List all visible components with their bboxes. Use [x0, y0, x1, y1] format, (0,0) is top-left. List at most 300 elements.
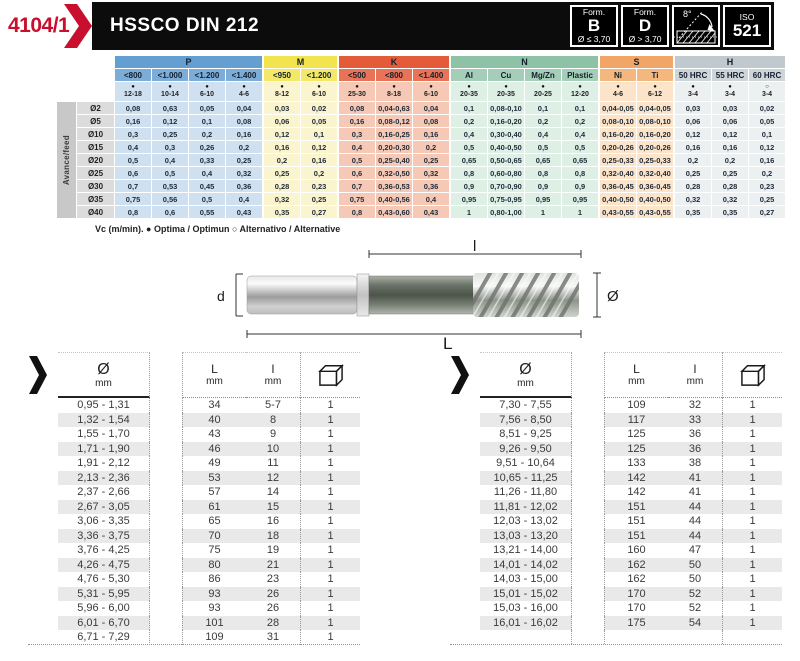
size-row	[450, 471, 782, 486]
vc-limit: <800	[376, 69, 412, 81]
vc-value: 0,70-0,90	[488, 180, 524, 192]
vc-marker	[675, 82, 711, 101]
vc-range: 4-6	[612, 91, 624, 98]
reamer-illustration	[205, 240, 635, 350]
flute-length: 52	[688, 602, 702, 615]
dia-range: 7,56 - 8,50	[480, 413, 572, 428]
marker-dot: ●	[578, 84, 582, 90]
vc-row-label: Ø2	[77, 102, 114, 114]
column-gap	[150, 442, 182, 457]
vc-value: 0,36-0,45	[637, 180, 673, 192]
size-row	[28, 500, 360, 515]
vc-value: 0,25	[675, 167, 711, 179]
dia-column-header: Ø mm	[480, 352, 572, 398]
row-indent	[28, 456, 58, 471]
size-table-left	[28, 352, 360, 645]
iso-badge: ISO 521	[723, 5, 771, 47]
pack-qty: 1	[722, 471, 782, 486]
filler-cell	[480, 630, 572, 644]
vc-group-band: P	[115, 56, 262, 68]
flute-length: 41	[688, 486, 702, 499]
overall-length: 151	[604, 514, 668, 529]
vc-value: 0,55	[189, 206, 225, 218]
vc-limit: <1.400	[226, 69, 262, 81]
dia-range: 12,03 - 13,02	[480, 514, 572, 529]
dia-range: 1,55 - 1,70	[58, 427, 150, 442]
pack-qty: 1	[300, 456, 360, 471]
row-indent	[28, 558, 58, 573]
flute-length: 50	[688, 573, 702, 586]
filler-cell	[668, 630, 722, 644]
l-column-header: l mm	[668, 352, 722, 398]
vc-limit: Plastic	[562, 69, 598, 81]
vc-value: 0,08	[226, 115, 262, 127]
vc-value: 0,75	[339, 193, 375, 205]
dia-range: 16,01 - 16,02	[480, 616, 572, 631]
size-row	[450, 543, 782, 558]
overall-length: 101	[182, 616, 246, 631]
vc-marker	[451, 82, 487, 101]
dia-range: 6,01 - 6,70	[58, 616, 150, 631]
vc-limit-row	[675, 69, 785, 81]
vc-value: 0,6	[152, 206, 188, 218]
vc-range: 8-12	[274, 91, 289, 98]
column-gap	[572, 601, 604, 616]
vc-value: 0,50-0,65	[488, 154, 524, 166]
overall-length: 46	[182, 442, 246, 457]
marker-dot: ●	[653, 84, 657, 90]
vc-value: 0,7	[339, 180, 375, 192]
column-gap	[572, 587, 604, 602]
vc-range: 3-4	[724, 91, 736, 98]
size-row	[450, 485, 782, 500]
vc-range: 6-10	[311, 91, 326, 98]
row-indent	[28, 427, 58, 442]
vc-value: 0,40-0,50	[488, 141, 524, 153]
flute-length: 8	[246, 413, 300, 428]
vc-range: 25-30	[348, 91, 366, 98]
vc-value: 0,32	[675, 193, 711, 205]
vc-row-label: Ø35	[77, 193, 114, 205]
row-indent	[28, 529, 58, 544]
l-column-header: l mm	[246, 352, 300, 398]
column-gap	[150, 558, 182, 573]
vc-value: 0,16	[339, 115, 375, 127]
size-row	[28, 398, 360, 413]
column-gap	[572, 500, 604, 515]
pack-qty: 1	[722, 413, 782, 428]
vc-value: 0,16-0,20	[600, 128, 636, 140]
marker-dot: ●	[205, 84, 209, 90]
size-row	[450, 587, 782, 602]
vc-value: 0,32	[226, 167, 262, 179]
vc-groups	[115, 56, 785, 218]
row-indent	[28, 630, 58, 645]
vc-value: 0,75	[115, 193, 151, 205]
vc-value: 0,4	[413, 193, 449, 205]
vc-value: 0,25	[413, 154, 449, 166]
vc-value: 0,63	[152, 102, 188, 114]
vc-limit: <500	[339, 69, 375, 81]
package-cube-icon	[739, 363, 767, 387]
flute-length: 36	[668, 442, 722, 457]
vc-value: 0,9	[451, 180, 487, 192]
overall-length: 57	[182, 485, 246, 500]
vc-value: 1	[562, 206, 598, 218]
size-row	[28, 485, 360, 500]
helix-angle-icon	[674, 7, 718, 45]
dia-range: 1,71 - 1,90	[58, 442, 150, 457]
flute-length: 9	[269, 428, 277, 441]
column-gap	[572, 471, 604, 486]
column-gap	[150, 514, 182, 529]
vc-value: 0,25	[749, 193, 785, 205]
column-gap	[150, 471, 182, 486]
vc-value: 0,2	[451, 115, 487, 127]
dia-range: 14,03 - 15,00	[480, 572, 572, 587]
vc-value: 0,5	[189, 193, 225, 205]
pack-qty: 1	[300, 529, 360, 544]
flute-length: 10	[246, 442, 300, 457]
vc-value: 0,02	[749, 102, 785, 114]
vc-value: 0,32	[413, 167, 449, 179]
row-indent	[450, 587, 480, 602]
feed-axis-label: Avance/feed	[57, 102, 76, 218]
vc-marker-row	[675, 82, 785, 101]
flute-length: 19	[266, 544, 280, 557]
overall-length: 133	[604, 456, 668, 471]
pack-qty: 1	[300, 543, 360, 558]
vc-value: 0,12	[749, 141, 785, 153]
dia-range: 9,26 - 9,50	[480, 442, 572, 457]
vc-value: 0,05	[301, 115, 337, 127]
cutting-speed-table	[57, 56, 785, 218]
filler-cell	[450, 630, 480, 644]
vc-value: 1	[451, 206, 487, 218]
column-gap	[150, 398, 182, 413]
vc-value: 0,04	[226, 102, 262, 114]
pack-qty: 1	[722, 442, 782, 457]
row-indent	[450, 413, 480, 428]
vc-value: 0,08	[413, 115, 449, 127]
vc-value: 0,1	[525, 102, 561, 114]
vc-value: 0,4	[451, 128, 487, 140]
row-indent	[450, 616, 480, 631]
vc-limit: Cu	[488, 69, 524, 81]
pack-qty: 1	[722, 558, 782, 573]
vc-value: 0,40-0,50	[600, 193, 636, 205]
vc-value: 0,35	[675, 206, 711, 218]
vc-group-H	[675, 56, 785, 218]
vc-value: 0,33	[189, 154, 225, 166]
vc-value: 0,65	[451, 154, 487, 166]
vc-value: 0,2	[749, 167, 785, 179]
vc-value: 0,4	[525, 128, 561, 140]
size-row	[28, 529, 360, 544]
overall-length: 70	[182, 529, 246, 544]
flute-length: 54	[668, 616, 722, 631]
size-row	[450, 427, 782, 442]
vc-marker	[226, 82, 262, 101]
row-indent	[450, 529, 480, 544]
row-indent	[450, 543, 480, 558]
column-gap	[150, 529, 182, 544]
vc-value: 0,43	[413, 206, 449, 218]
vc-row-label: Ø20	[77, 154, 114, 166]
column-gap	[150, 601, 182, 616]
vc-value: 0,36	[226, 180, 262, 192]
reamer-diagram	[205, 240, 635, 355]
diameter-dimension-label: Ø	[607, 288, 619, 305]
flute-length: 12	[246, 471, 300, 486]
vc-value: 0,25	[226, 154, 262, 166]
vc-value: 0,27	[301, 206, 337, 218]
flute-length: 26	[246, 587, 300, 602]
vc-value: 0,45	[189, 180, 225, 192]
vc-value: 0,25	[264, 167, 300, 179]
vc-marker	[488, 82, 524, 101]
vc-value: 0,35	[712, 206, 748, 218]
overall-length: 142	[604, 471, 668, 486]
vc-range: 20-35	[460, 91, 478, 98]
size-table-header	[450, 352, 782, 398]
vc-value: 0,4	[189, 167, 225, 179]
marker-dot: ●	[168, 84, 172, 90]
dia-range: 4,26 - 4,75	[58, 558, 150, 573]
marker-dot: ●	[392, 84, 396, 90]
chevron-icon	[28, 355, 48, 395]
vc-value: 0,16	[675, 141, 711, 153]
dia-range: 11,26 - 11,80	[480, 485, 572, 500]
vc-marker	[712, 82, 748, 101]
vc-range: 8-18	[386, 91, 401, 98]
vc-limit: <950	[264, 69, 300, 81]
size-row	[450, 398, 782, 413]
vc-value: 0,23	[749, 180, 785, 192]
dia-column-header: Ø mm	[58, 352, 150, 398]
size-row	[28, 442, 360, 457]
vc-value: 0,16-0,25	[376, 128, 412, 140]
form-b-badge: Form. B Ø ≤ 3,70	[570, 5, 618, 47]
vc-value: 0,04-0,05	[637, 102, 673, 114]
reamer-collar	[357, 274, 369, 316]
marker-dot: ●	[429, 84, 433, 90]
vc-value: 0,6	[339, 167, 375, 179]
column-gap	[572, 427, 604, 442]
vc-value: 0,8	[339, 206, 375, 218]
column-gap	[150, 485, 182, 500]
dia-range: 14,01 - 14,02	[480, 558, 572, 573]
column-gap	[572, 616, 604, 631]
column-gap	[572, 442, 604, 457]
chevron-icon	[450, 355, 470, 395]
size-row	[450, 500, 782, 515]
vc-marker-row	[115, 82, 262, 101]
vc-value: 0,05	[189, 102, 225, 114]
dia-range: 10,65 - 11,25	[480, 471, 572, 486]
vc-value: 0,12	[712, 128, 748, 140]
vc-value: 0,20-0,26	[600, 141, 636, 153]
pack-qty: 1	[300, 471, 360, 486]
reamer-shank	[247, 276, 357, 314]
vc-group-band: K	[339, 56, 449, 68]
vc-value: 0,32	[264, 193, 300, 205]
flute-length: 31	[266, 631, 280, 644]
vc-value: 0,4	[152, 154, 188, 166]
vc-limit-row	[264, 69, 337, 81]
pack-qty: 1	[300, 398, 360, 413]
dia-range: 5,31 - 5,95	[58, 587, 150, 602]
vc-limit: Ti	[637, 69, 673, 81]
vc-value: 0,02	[301, 102, 337, 114]
vc-range: 3-4	[687, 91, 699, 98]
row-indent	[450, 485, 480, 500]
vc-value: 0,8	[525, 167, 561, 179]
vc-value: 0,5	[152, 167, 188, 179]
vc-limit: Mg/Zn	[525, 69, 561, 81]
pack-qty: 1	[300, 442, 360, 457]
vc-value: 0,65	[525, 154, 561, 166]
column-gap	[572, 514, 604, 529]
row-indent	[28, 471, 58, 486]
pack-qty: 1	[722, 529, 782, 544]
overall-length: 93	[182, 601, 246, 616]
marker-dot: ○	[765, 84, 769, 90]
row-indent	[450, 456, 480, 471]
flute-length: 14	[266, 486, 280, 499]
size-row	[28, 572, 360, 587]
flute-length: 38	[688, 457, 702, 470]
vc-value: 0,16-0,20	[488, 115, 524, 127]
pack-qty-column-header	[722, 352, 782, 398]
marker-dot: ●	[616, 84, 620, 90]
vc-group-P	[115, 56, 262, 218]
vc-value: 0,2	[301, 167, 337, 179]
overall-length: 49	[182, 456, 246, 471]
overall-length: 109	[182, 630, 246, 645]
vc-value: 0,3	[339, 128, 375, 140]
vc-value: 0,32-0,50	[376, 167, 412, 179]
vc-value: 0,16	[413, 128, 449, 140]
size-row	[28, 471, 360, 486]
row-indent	[28, 572, 58, 587]
flute-length: 41	[668, 471, 722, 486]
vc-value: 0,25	[152, 128, 188, 140]
row-indent	[28, 442, 58, 457]
vc-value: 0,16	[115, 115, 151, 127]
vc-group-band: M	[264, 56, 337, 68]
row-indent	[28, 398, 58, 413]
vc-value: 0,04-0,05	[600, 102, 636, 114]
vc-value: 0,2	[264, 154, 300, 166]
vc-value: 0,4	[562, 128, 598, 140]
vc-value: 0,06	[712, 115, 748, 127]
flute-length: 26	[266, 602, 280, 615]
marker-dot: ●	[691, 84, 695, 90]
row-indent	[450, 398, 480, 413]
vc-value: 0,9	[562, 180, 598, 192]
overall-length: 170	[604, 587, 668, 602]
pack-qty: 1	[300, 587, 360, 602]
vc-row-label: Ø40	[77, 206, 114, 218]
vc-limit-row	[451, 69, 598, 81]
row-indent	[28, 500, 58, 515]
column-gap	[150, 587, 182, 602]
dia-range: 5,96 - 6,00	[58, 601, 150, 616]
vc-value: 0,16	[226, 128, 262, 140]
vc-group-S	[600, 56, 673, 218]
vc-value: 0,4	[226, 193, 262, 205]
row-indent	[28, 587, 58, 602]
pack-qty: 1	[722, 398, 782, 413]
vc-marker	[152, 82, 188, 101]
vc-marker-row	[339, 82, 449, 101]
dia-range: 15,03 - 16,00	[480, 601, 572, 616]
vc-value: 0,8	[115, 206, 151, 218]
marker-dot: ●	[504, 84, 508, 90]
flute-length: 47	[688, 544, 702, 557]
overall-length: 151	[604, 529, 668, 544]
size-row	[450, 456, 782, 471]
vc-limit: <1.000	[152, 69, 188, 81]
vc-value: 0,25-0,33	[600, 154, 636, 166]
vc-footnote: Vc (m/min). ● Optima / Optimun ○ Alternativo / Alternative	[95, 224, 341, 234]
vc-data	[339, 102, 449, 218]
vc-marker	[115, 82, 151, 101]
vc-value: 0,2	[562, 115, 598, 127]
size-row	[450, 601, 782, 616]
vc-value: 0,08-0,10	[488, 102, 524, 114]
title-bar	[92, 2, 774, 50]
vc-value: 0,5	[451, 141, 487, 153]
vc-limit: Ni	[600, 69, 636, 81]
overall-length: 86	[182, 572, 246, 587]
column-gap	[572, 413, 604, 428]
row-indent	[28, 601, 58, 616]
pack-qty: 1	[300, 572, 360, 587]
vc-value: 0,36-0,45	[600, 180, 636, 192]
vc-value: 0,43-0,60	[376, 206, 412, 218]
flute-length: 18	[246, 529, 300, 544]
size-row	[28, 456, 360, 471]
vc-value: 0,1	[562, 102, 598, 114]
dia-range: 13,21 - 14,00	[480, 543, 572, 558]
vc-value: 0,75-0,95	[488, 193, 524, 205]
vc-value: 0,3	[152, 141, 188, 153]
flute-length: 33	[668, 413, 722, 428]
vc-value: 0,36-0,53	[376, 180, 412, 192]
flute-length: 44	[668, 529, 722, 544]
vc-group-band: N	[451, 56, 598, 68]
dia-range: 9,51 - 10,64	[480, 456, 572, 471]
row-indent	[450, 514, 480, 529]
pack-qty: 1	[722, 427, 782, 442]
vc-value: 0,08-0,10	[600, 115, 636, 127]
vc-row-label: Ø15	[77, 141, 114, 153]
vc-range: 12-20	[571, 91, 589, 98]
overall-length: 125	[604, 442, 668, 457]
pack-qty: 1	[722, 485, 782, 500]
column-gap	[572, 572, 604, 587]
row-indent	[450, 500, 480, 515]
marker-dot: ●	[467, 84, 471, 90]
column-gap	[150, 616, 182, 631]
vc-data	[675, 102, 785, 218]
flute-length: 23	[266, 573, 280, 586]
size-row	[28, 587, 360, 602]
helix-angle-badge	[672, 5, 720, 47]
vc-value: 0,1	[451, 102, 487, 114]
